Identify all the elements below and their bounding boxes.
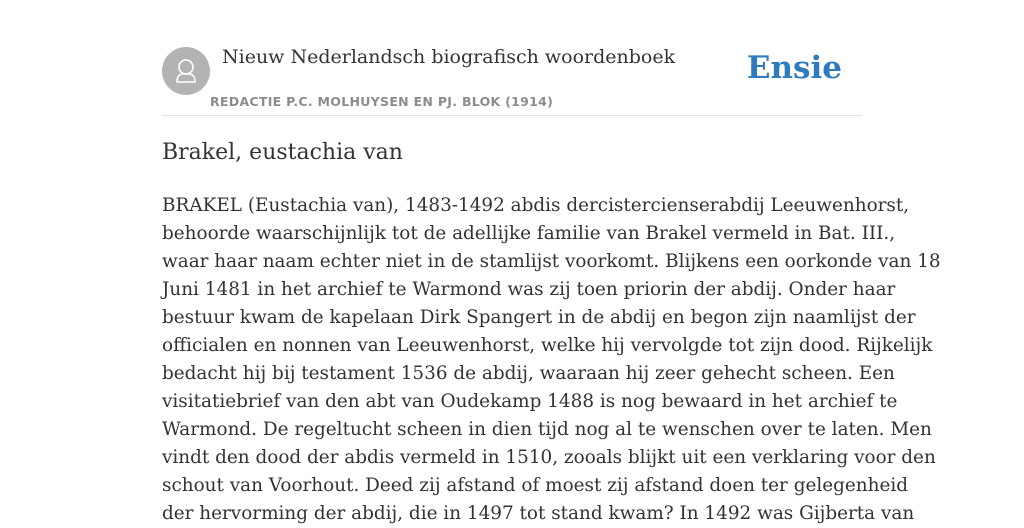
brand-logo[interactable]: Ensie [746,50,842,86]
source-title[interactable]: Nieuw Nederlandsch biografisch woordenboek [222,46,676,68]
entry-body-line: Warmond. De regeltucht scheen in dien tijd nog al te wenschen over te laten. Men [162,419,932,440]
entry-title: Brakel, eustachia van [162,140,403,165]
source-editors: REDACTIE P.C. MOLHUYSEN EN PJ. BLOK (1914) [210,94,554,109]
entry-body-line: Juni 1481 in het archief te Warmond was zij toen priorin der abdij. Onder haar [162,279,896,300]
entry-body-line: vindt den dood der abdis vermeld in 1510, zooals blijkt uit een verklaring voor den [162,447,936,468]
entry-body-line: waar haar naam echter niet in de stamlijst voorkomt. Blijkens een oorkonde van 18 [162,251,941,272]
entry-body-line: bedacht hij bij testament 1536 de abdij, waaraan hij zeer gehecht scheen. Een [162,363,895,384]
entry-body-line: officialen en nonnen van Leeuwenhorst, welke hij vervolgde tot zijn dood. Rijkelijk [162,335,933,356]
avatar[interactable] [162,47,210,95]
entry-body-line: schout van Voorhout. Deed zij afstand of moest zij afstand doen ter gelegenheid [162,475,908,496]
entry-body-line: der hervorming der abdij, die in 1497 tot stand kwam? In 1492 was Gijberta van [162,503,915,524]
entry-body-line: BRAKEL (Eustachia van), 1483-1492 abdis dercistercienserabdij Leeuwenhorst, [162,195,910,216]
entry-body-line: bestuur kwam de kapelaan Dirk Spangert in de abdij en begon zijn naamlijst der [162,307,916,328]
source-header [162,0,862,116]
entry-body-line: visitatiebrief van den abt van Oudekamp 1488 is nog bewaard in het archief te [162,391,898,412]
user-icon [162,47,210,95]
entry-body-line: behoorde waarschijnlijk tot de adellijke familie van Brakel vermeld in Bat. III., [162,223,896,244]
entry-body [162,192,941,528]
